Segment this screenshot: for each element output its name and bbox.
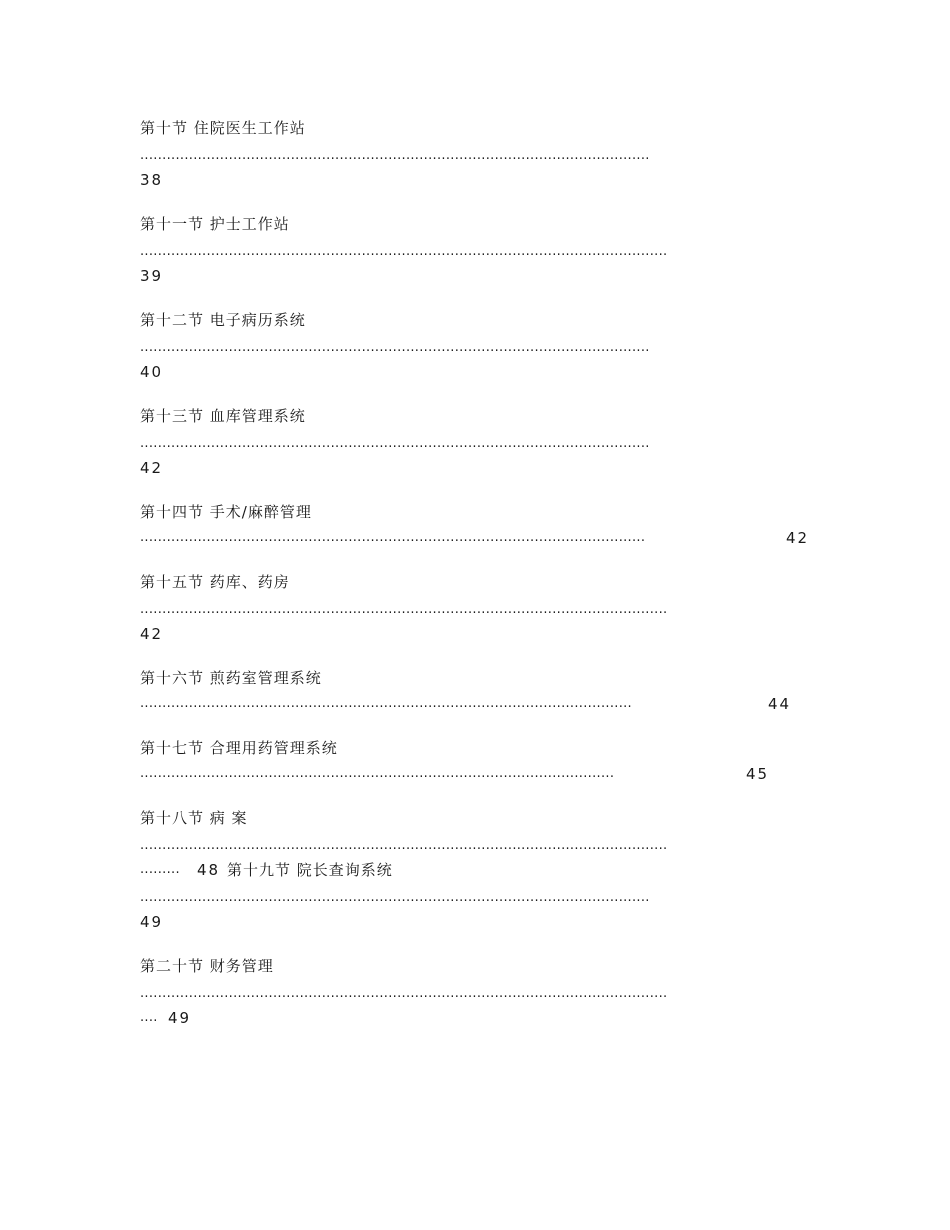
toc-title-s10: 第十节 住院医生工作站 (140, 119, 306, 137)
toc-leader-s20: ....................................................................................................................... (140, 986, 668, 1001)
toc-page-s20: 49 (168, 1009, 192, 1027)
toc-title-s15: 第十五节 药库、药房 (140, 573, 290, 591)
toc-page-s17: 45 (746, 765, 770, 783)
toc-title-s18: 第十八节 病 案 (140, 809, 248, 827)
toc-leader-s13: ................................................................................................................... (140, 436, 650, 451)
toc-title-s13: 第十三节 血库管理系统 (140, 407, 306, 425)
toc-leader-s15: ....................................................................................................................... (140, 602, 668, 617)
toc-title-s16: 第十六节 煎药室管理系统 (140, 669, 322, 687)
toc-page-s10: 38 (140, 171, 164, 189)
toc-leader-s17: ........................................................................................................... (140, 766, 615, 781)
toc-title-s17: 第十七节 合理用药管理系统 (140, 739, 338, 757)
toc-page-s13: 42 (140, 459, 164, 477)
toc-title-s20: 第二十节 财务管理 (140, 957, 274, 975)
toc-title-s19: 第十九节 院长查询系统 (227, 861, 393, 879)
toc-leader-s14: .................................................................................................................. (140, 530, 646, 545)
toc-page-s18: 48 (197, 861, 221, 879)
toc-page-s19: 49 (140, 913, 164, 931)
toc-leader-cont-s18: ......... (140, 862, 180, 877)
toc-leader-s11: ....................................................................................................................... (140, 244, 668, 259)
toc-leader-s18: ....................................................................................................................... (140, 838, 668, 853)
toc-page-s11: 39 (140, 267, 164, 285)
toc-leader-s16: ............................................................................................................... (140, 696, 632, 711)
toc-leader-cont-s20: .... (140, 1010, 158, 1025)
toc-page-s12: 40 (140, 363, 164, 381)
toc-page-s15: 42 (140, 625, 164, 643)
toc-leader-s12: ................................................................................................................... (140, 340, 650, 355)
toc-leader-s10: ................................................................................................................... (140, 148, 650, 163)
toc-page-s14: 42 (786, 529, 810, 547)
toc-title-s11: 第十一节 护士工作站 (140, 215, 290, 233)
toc-title-s14: 第十四节 手术/麻醉管理 (140, 503, 312, 521)
toc-page-s16: 44 (768, 695, 792, 713)
toc-leader-s19: ................................................................................................................... (140, 890, 650, 905)
toc-title-s12: 第十二节 电子病历系统 (140, 311, 306, 329)
